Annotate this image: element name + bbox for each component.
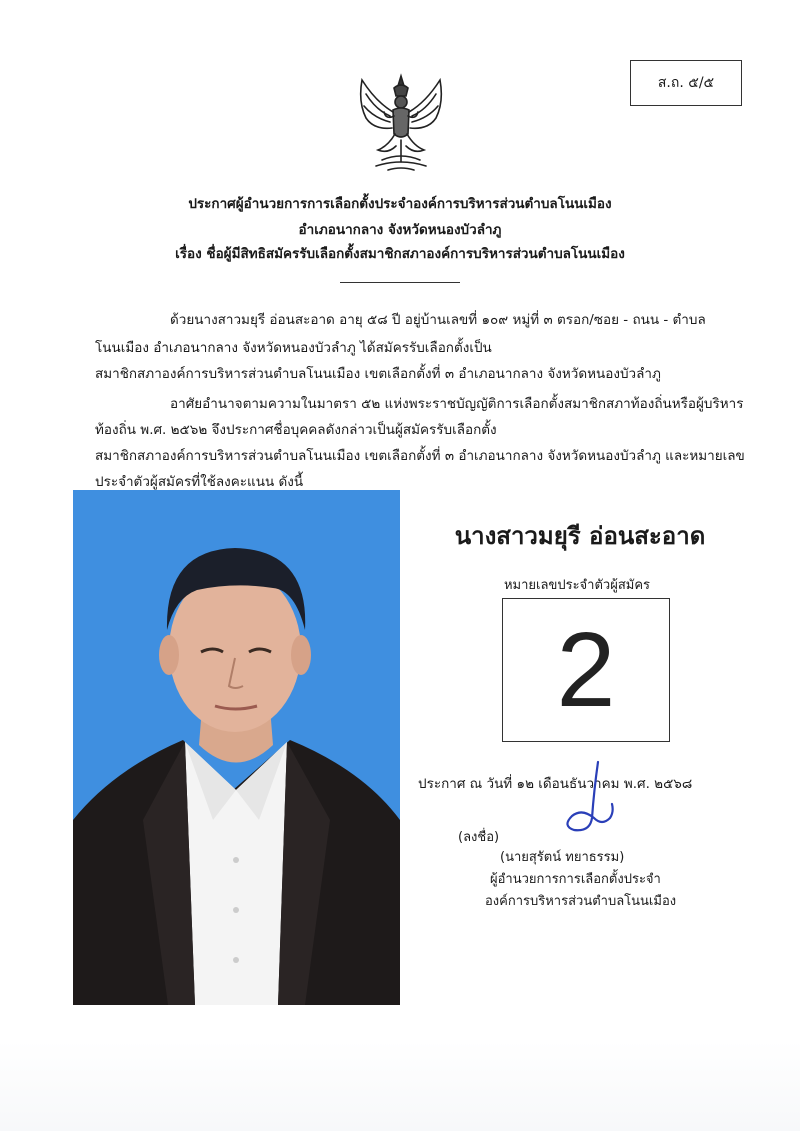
paragraph2-line-2: ท้องถิ่น พ.ศ. ๒๕๖๒ จึงประกาศชื่อบุคคลดังกล่าวเป็นผู้สมัครรับเลือกตั้ง [95, 422, 497, 438]
candidate-name: นางสาวมยุรี อ่อนสะอาด [454, 522, 706, 550]
announcement-date: ประกาศ ณ วันที่ ๑๒ เดือนธันวาคม พ.ศ. ๒๕๖๘ [418, 776, 693, 792]
form-code: ส.ถ. ๕/๕ [657, 75, 715, 91]
page-bottom-margin [0, 1040, 800, 1131]
paragraph1-line-3: สมาชิกสภาองค์การบริหารส่วนตำบลโนนเมือง เขตเลือกตั้งที่ ๓ อำเภอนากลาง จังหวัดหนองบัวลำภู [95, 366, 661, 382]
heading-line-2: อำเภอนากลาง จังหวัดหนองบัวลำภู [298, 222, 502, 238]
signer-title-line-1: ผู้อำนวยการการเลือกตั้งประจำ [490, 872, 661, 887]
signer-title-line-2: องค์การบริหารส่วนตำบลโนนเมือง [485, 894, 677, 909]
paragraph1-line-2: โนนเมือง อำเภอนากลาง จังหวัดหนองบัวลำภู ได้สมัครรับเลือกตั้งเป็น [95, 340, 492, 356]
heading-line-3: เรื่อง ชื่อผู้มีสิทธิสมัครรับเลือกตั้งสมาชิกสภาองค์การบริหารส่วนตำบลโนนเมือง [175, 246, 625, 262]
candidate-number-label: หมายเลขประจำตัวผู้สมัคร [503, 578, 651, 593]
paragraph2-line-4: ประจำตัวผู้สมัครที่ใช้ลงคะแนน ดังนี้ [95, 474, 304, 490]
heading-divider [340, 282, 460, 283]
handwritten-signature [552, 760, 642, 840]
form-code-box [630, 60, 742, 106]
paragraph2-line-3: สมาชิกสภาองค์การบริหารส่วนตำบลโนนเมือง เขตเลือกตั้งที่ ๓ อำเภอนากลาง จังหวัดหนองบัวลำภู และหมายเลข [95, 448, 745, 464]
signed-label: (ลงชื่อ) [458, 830, 500, 845]
heading-line-1: ประกาศผู้อำนวยการการเลือกตั้งประจำองค์การบริหารส่วนตำบลโนนเมือง [188, 196, 612, 212]
garuda-emblem-icon [348, 72, 454, 178]
signer-name: (นายสุรัตน์ ทยาธรรม) [500, 850, 625, 865]
candidate-photo [73, 490, 400, 1005]
candidate-number-box [502, 598, 670, 742]
candidate-number: 2 [556, 610, 616, 729]
paragraph2-line-1: อาศัยอำนาจตามความในมาตรา ๕๒ แห่งพระราชบัญญัติการเลือกตั้งสมาชิกสภาท้องถิ่นหรือผู้บริหาร [170, 396, 744, 412]
paragraph1-line-1: ด้วยนางสาวมยุรี อ่อนสะอาด อายุ ๕๘ ปี อยู่บ้านเลขที่ ๑๐๙ หมู่ที่ ๓ ตรอก/ซอย - ถนน - ตำบล [170, 312, 706, 328]
